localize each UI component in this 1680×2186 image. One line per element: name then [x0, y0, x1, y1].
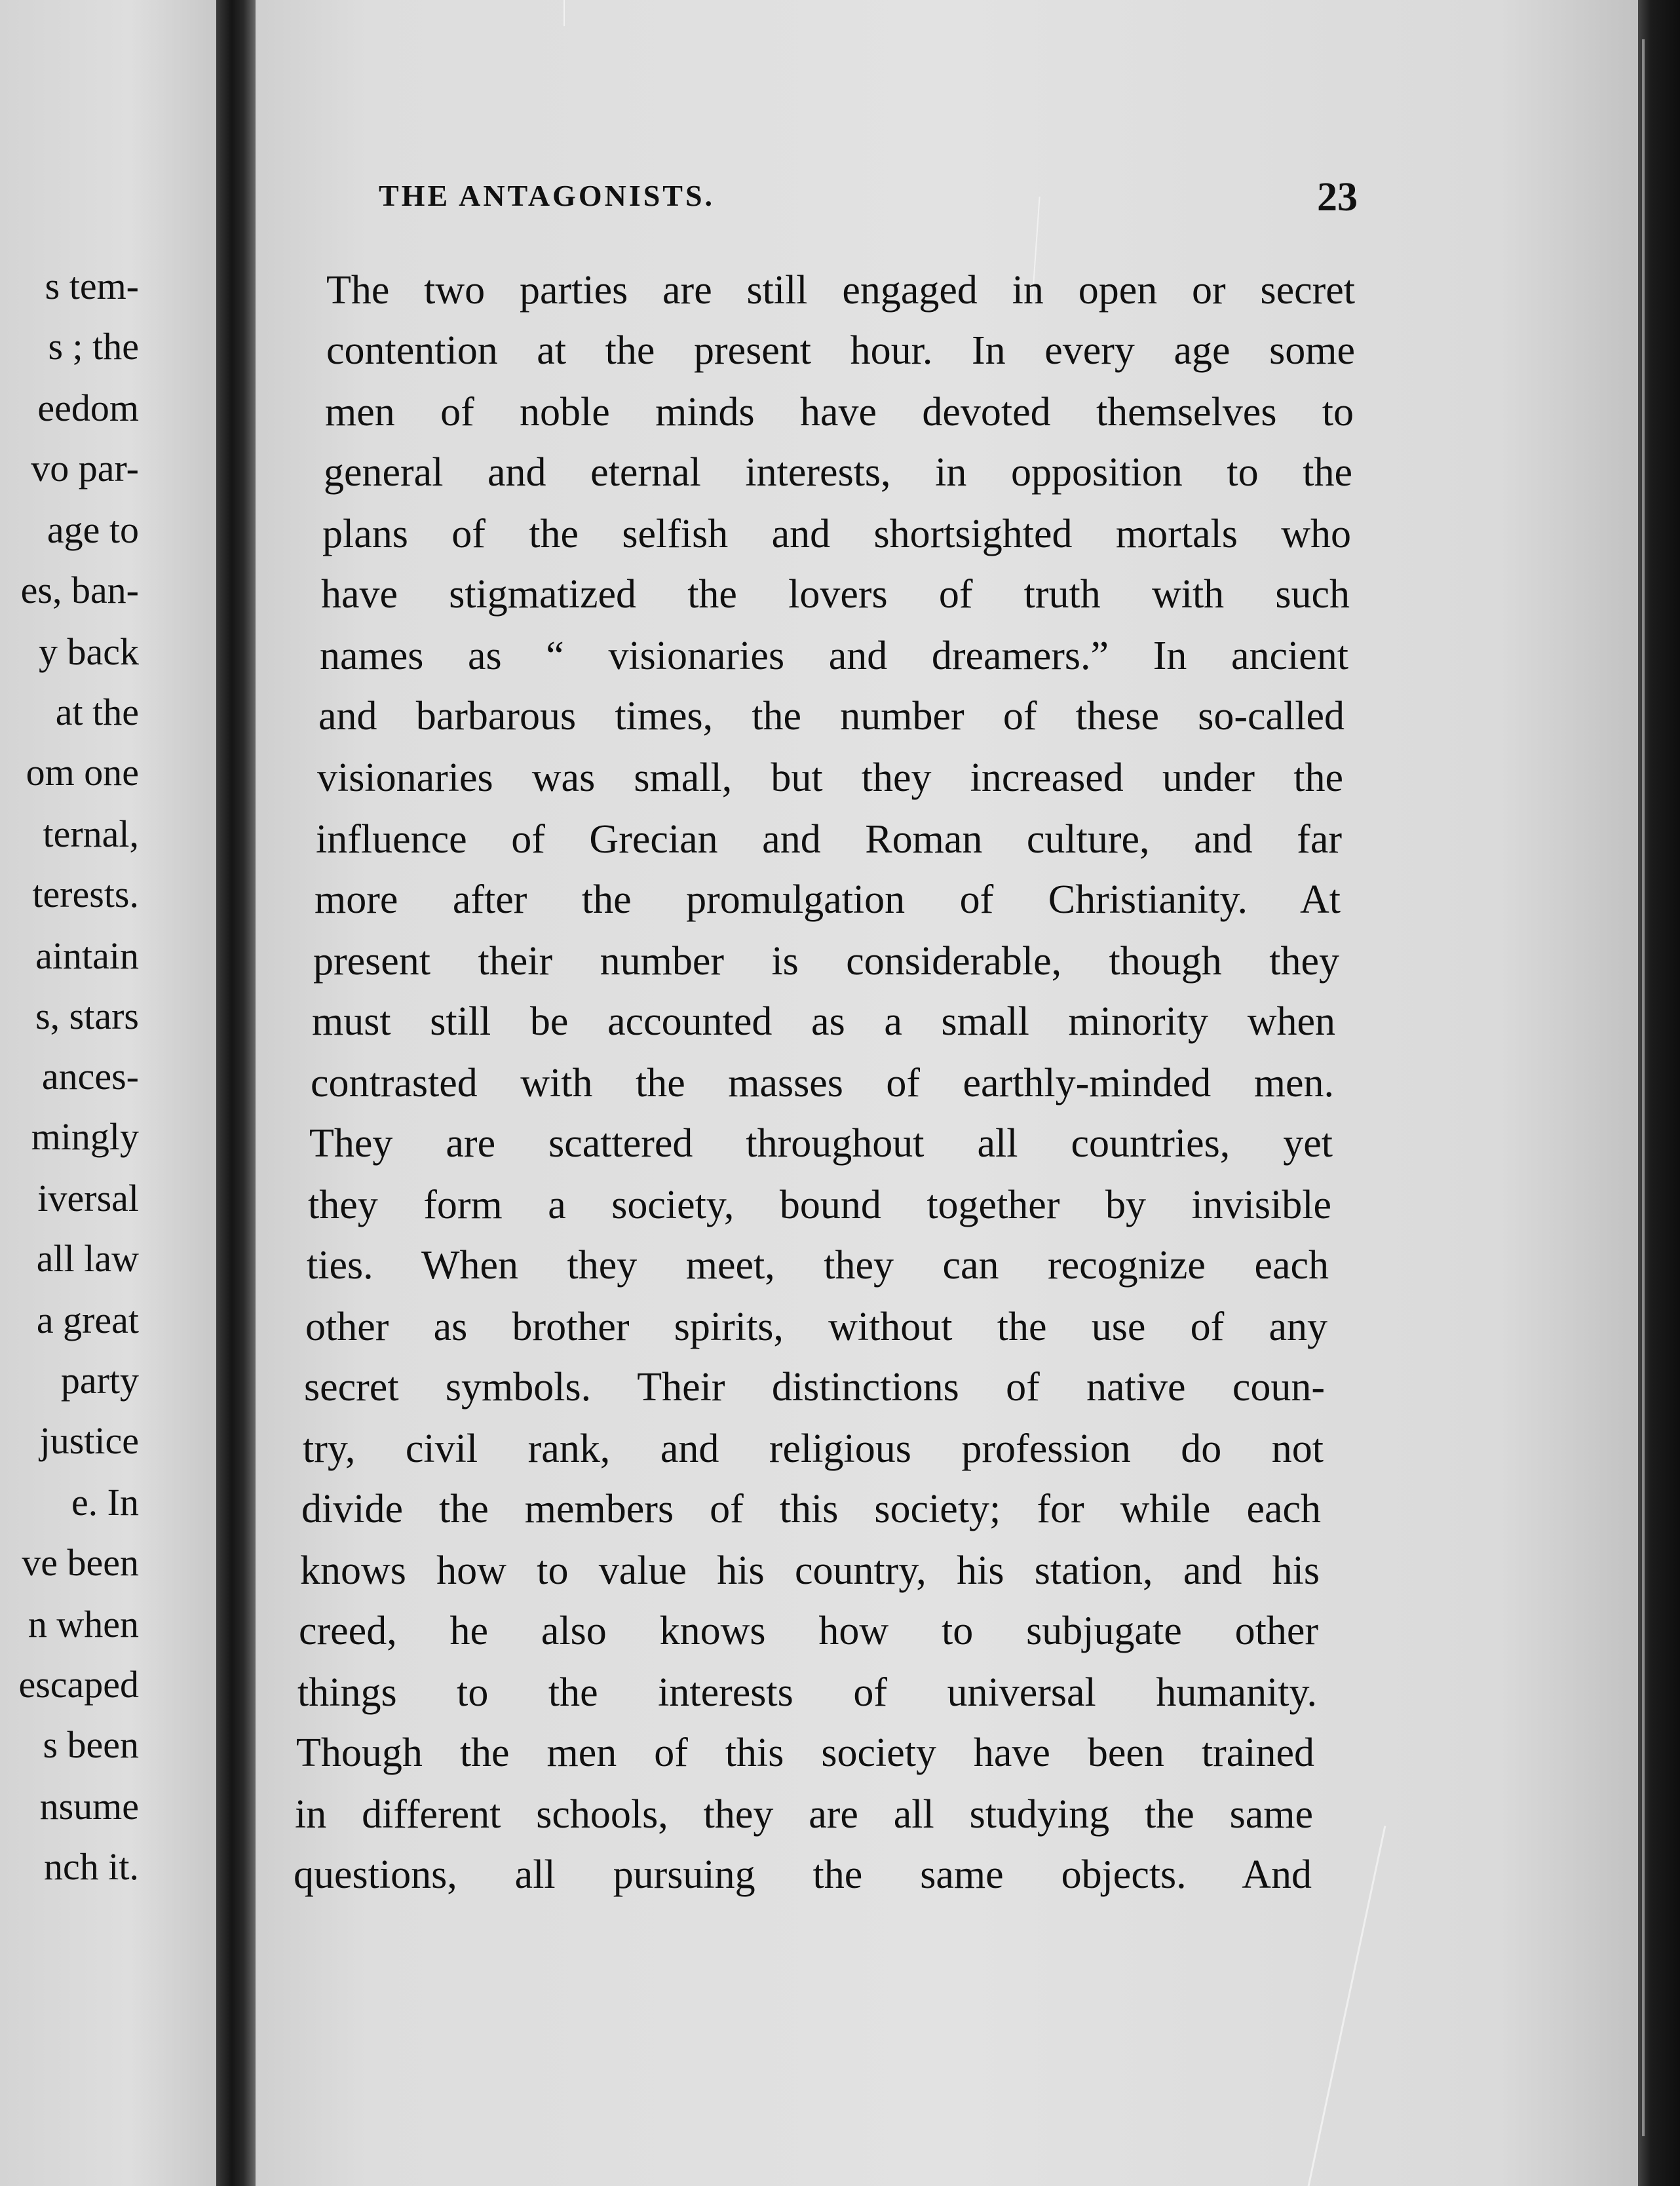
body-line: contention at the present hour. In every age some: [326, 328, 1355, 373]
body-line: influence of Grecian and Roman culture, and far: [316, 817, 1342, 862]
body-line: contrasted with the masses of earthly-minded men.: [311, 1061, 1334, 1105]
left-page-line: mingly: [31, 1115, 139, 1158]
left-page-line: aintain: [35, 934, 139, 977]
body-line: in different schools, they are all studying the same: [295, 1792, 1313, 1837]
body-line: Though the men of this society have been trained: [296, 1731, 1314, 1775]
body-line: names as “ visionaries and dreamers.” In ancient: [320, 634, 1348, 678]
body-line: things to the interests of universal humanity.: [297, 1670, 1317, 1715]
left-page-line: terests.: [32, 873, 139, 915]
left-page-line: s, stars: [35, 995, 139, 1037]
body-line: divide the members of this society; for while each: [301, 1487, 1321, 1531]
body-line: They are scattered throughout all countries, yet: [309, 1121, 1333, 1166]
body-line: plans of the selfish and shortsighted mortals who: [322, 512, 1351, 556]
left-page-line: iversal: [37, 1177, 139, 1219]
body-line: more after the promulgation of Christianity. At: [315, 877, 1341, 922]
body-line: visionaries was small, but they increased under the: [317, 756, 1343, 800]
left-page-line: s ; the: [48, 325, 139, 368]
left-page-line: justice: [39, 1419, 139, 1462]
left-page-line: n when: [28, 1603, 139, 1645]
body-line: present their number is considerable, though they: [313, 939, 1339, 984]
body-line: creed, he also knows how to subjugate other: [299, 1609, 1318, 1653]
running-head: THE ANTAGONISTS.: [379, 179, 716, 212]
body-line: men of noble minds have devoted themselves to: [325, 390, 1354, 434]
left-page-line: age to: [47, 508, 139, 551]
body-line: have stigmatized the lovers of truth with such: [321, 572, 1350, 617]
body-line: knows how to value his country, his station, and his: [300, 1548, 1320, 1593]
page-number: 23: [1317, 175, 1358, 220]
body-line: other as brother spirits, without the use of any: [305, 1305, 1327, 1349]
left-page-line: ances-: [41, 1055, 139, 1098]
left-page-line: e. In: [71, 1481, 139, 1524]
left-page-line: s been: [43, 1723, 139, 1766]
body-line: try, civil rank, and religious profession do not: [303, 1427, 1324, 1471]
left-page-line: om one: [26, 751, 139, 794]
scan-scratch: [1303, 1826, 1386, 2186]
body-line: secret symbols. Their distinctions of native coun-: [304, 1365, 1325, 1409]
left-page-line: eedom: [37, 387, 139, 429]
book-gutter: [216, 0, 256, 2186]
left-page-line: nch it.: [44, 1845, 139, 1888]
left-page-line: party: [60, 1359, 139, 1402]
scan-scratch: [563, 0, 565, 26]
left-page-line: s tem-: [45, 265, 139, 307]
left-page-line: ve been: [22, 1541, 139, 1584]
left-page-line: es, ban-: [20, 569, 139, 611]
body-line: ties. When they meet, they can recognize each: [307, 1243, 1329, 1288]
body-line: must still be accounted as a small minority when: [312, 999, 1335, 1044]
previous-page-fragment: [0, 0, 216, 2186]
left-page-line: a great: [36, 1299, 139, 1341]
left-page-line: ternal,: [43, 813, 139, 855]
body-line: questions, all pursuing the same objects. And: [294, 1852, 1312, 1897]
left-page-line: all law: [36, 1237, 139, 1280]
body-line: general and eternal interests, in opposition to the: [324, 450, 1352, 495]
body-line: The two parties are still engaged in open or secret: [326, 268, 1355, 313]
left-page-line: at the: [55, 691, 139, 733]
book-fore-edge: [1638, 0, 1680, 2186]
left-page-line: nsume: [39, 1785, 139, 1828]
body-line: and barbarous times, the number of these so-called: [318, 694, 1345, 738]
body-line: they form a society, bound together by invisible: [308, 1183, 1331, 1227]
left-page-line: escaped: [18, 1663, 139, 1706]
left-page-line: y back: [39, 630, 139, 673]
left-page-line: vo par-: [31, 447, 139, 489]
